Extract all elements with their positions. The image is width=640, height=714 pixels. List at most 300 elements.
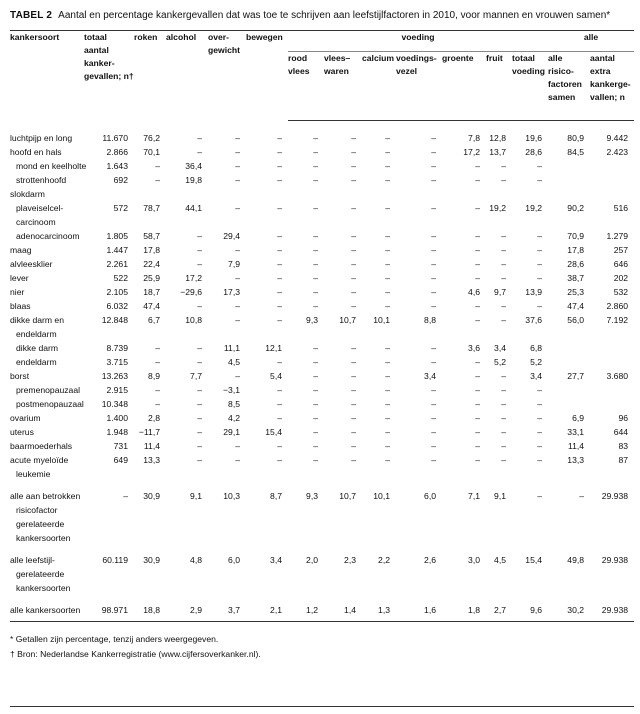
- table-cell: 1.805: [106, 231, 128, 241]
- table-cell: [548, 187, 590, 201]
- table-cell: –: [277, 259, 282, 269]
- table-cell: 15,4: [525, 555, 543, 565]
- table-cell: [324, 517, 362, 531]
- table-cell: –: [351, 385, 356, 395]
- table-cell: 37,6: [525, 315, 543, 325]
- table-cell: –: [431, 231, 436, 241]
- table-cell: 1.643: [106, 161, 128, 171]
- table-cell: 19,2: [525, 203, 543, 213]
- table-row: [10, 453, 634, 467]
- table-cell: –: [385, 371, 390, 381]
- table-cell: –: [235, 133, 240, 143]
- table-cell: [548, 567, 590, 581]
- table-cell: 70,9: [567, 231, 585, 241]
- table-cell: –: [313, 385, 318, 395]
- table-cell: [548, 397, 590, 411]
- table-cell: –: [277, 203, 282, 213]
- table-cell: –: [537, 399, 543, 409]
- row-label: uterus: [10, 427, 34, 437]
- table-cell: [246, 215, 288, 229]
- table-cell: –: [351, 371, 356, 381]
- table-row: [10, 131, 634, 145]
- table-cell: –: [431, 399, 436, 409]
- table-cell: –: [385, 231, 390, 241]
- table-cell: 8,7: [270, 491, 282, 501]
- table-cell: [134, 215, 166, 229]
- table-cell: [166, 531, 208, 545]
- table-row: [10, 439, 634, 453]
- table-row: [10, 545, 634, 567]
- table-cell: 10,7: [339, 315, 356, 325]
- table-cell: –: [351, 455, 356, 465]
- table-cell: –: [277, 301, 282, 311]
- table-cell: [208, 531, 246, 545]
- table-row: [10, 567, 634, 581]
- row-label: alle aan betrokken: [10, 491, 81, 501]
- table-cell: [166, 503, 208, 517]
- table-cell: –: [197, 301, 202, 311]
- table-cell: 1.948: [106, 427, 128, 437]
- table-cell: [288, 467, 324, 481]
- table-row: [10, 285, 634, 299]
- table-cell: –: [235, 315, 240, 325]
- table-cell: 38,7: [567, 273, 585, 283]
- table-cell: 9.442: [606, 133, 629, 143]
- table-cell: 29.938: [601, 491, 629, 501]
- table-cell: [548, 355, 590, 369]
- table-cell: –: [475, 413, 480, 423]
- table-cell: –: [313, 441, 318, 451]
- table-cell: [548, 517, 590, 531]
- table-cell: [442, 467, 486, 481]
- table-cell: –: [313, 357, 318, 367]
- table-cell: –: [475, 315, 480, 325]
- table-cell: –: [197, 147, 202, 157]
- table-cell: 10,8: [185, 315, 202, 325]
- table-cell: [486, 187, 512, 201]
- table-cell: 17,2: [185, 273, 202, 283]
- table-cell: –: [351, 399, 356, 409]
- table-cell: 2.261: [106, 259, 128, 269]
- table-cell: 19,6: [525, 133, 543, 143]
- table-cell: 1,8: [442, 595, 486, 622]
- table-cell: –: [313, 343, 318, 353]
- table-cell: 30,9: [143, 491, 160, 501]
- table-cell: 11,4: [143, 441, 160, 451]
- table-cell: –: [351, 133, 356, 143]
- table-cell: [288, 327, 324, 341]
- table-cell: 11,1: [223, 343, 240, 353]
- table-cell: 13,9: [525, 287, 543, 297]
- table-cell: 17,2: [463, 147, 480, 157]
- table-cell: [442, 581, 486, 595]
- table-cell: [396, 531, 442, 545]
- table-cell: –: [313, 259, 318, 269]
- table-cell: –: [501, 413, 506, 423]
- table-cell: –: [501, 175, 506, 185]
- table-cell: [548, 327, 590, 341]
- header-overgewicht: over-gewicht: [208, 32, 240, 55]
- table-cell: [590, 341, 634, 355]
- table-cell: –: [277, 175, 282, 185]
- table-cell: [512, 215, 548, 229]
- table-cell: –: [475, 231, 480, 241]
- header-groente: groente: [442, 52, 486, 121]
- table-cell: [512, 467, 548, 481]
- table-cell: 9,1: [494, 491, 506, 501]
- table-cell: [590, 159, 634, 173]
- table-cell: –: [431, 427, 436, 437]
- table-cell: [590, 355, 634, 369]
- table-cell: 83: [618, 441, 629, 451]
- table-cell: –: [277, 133, 282, 143]
- row-label: dikke darm: [16, 343, 59, 353]
- table-cell: 13,7: [489, 147, 506, 157]
- table-cell: –: [501, 245, 506, 255]
- table-cell: 4,5: [228, 357, 240, 367]
- table-cell: 2.860: [606, 301, 629, 311]
- table-cell: –: [277, 315, 282, 325]
- table-cell: –: [235, 203, 240, 213]
- table-row: [10, 517, 634, 531]
- table-cell: –: [475, 427, 480, 437]
- table-cell: 3,7: [208, 595, 246, 622]
- table-cell: 2.915: [106, 385, 128, 395]
- table-cell: –: [475, 455, 480, 465]
- table-cell: –: [385, 343, 390, 353]
- table-cell: –: [537, 175, 543, 185]
- table-row: [10, 467, 634, 481]
- table-cell: [548, 159, 590, 173]
- row-label: postmenopauzaal: [16, 399, 84, 409]
- table-cell: 28,6: [525, 147, 543, 157]
- table-cell: 6,8: [530, 343, 543, 353]
- table-row: [10, 425, 634, 439]
- header-totaal: totaal aantal kanker-gevallen; n†: [84, 32, 134, 81]
- footnotes: [10, 632, 634, 662]
- table-cell: 3,4: [494, 343, 506, 353]
- table-cell: –: [197, 441, 202, 451]
- table-cell: 29,4: [223, 231, 240, 241]
- table-cell: –: [385, 385, 390, 395]
- table-cell: −29,6: [180, 287, 202, 297]
- table-cell: [362, 567, 396, 581]
- table-cell: –: [385, 147, 390, 157]
- table-cell: 1.279: [606, 231, 629, 241]
- table-cell: –: [235, 245, 240, 255]
- table-cell: –: [155, 399, 160, 409]
- row-label: carcinoom: [16, 217, 56, 227]
- row-label: kankersoorten: [16, 583, 71, 593]
- table-cell: 1,2: [288, 595, 324, 622]
- table-cell: –: [351, 287, 356, 297]
- table-cell: –: [235, 161, 240, 171]
- table-body: [10, 131, 634, 622]
- table-cell: [134, 531, 166, 545]
- table-cell: –: [197, 133, 202, 143]
- row-label: ovarium: [10, 413, 41, 423]
- table-cell: –: [277, 161, 282, 171]
- table-row: [10, 327, 634, 341]
- table-cell: –: [351, 259, 356, 269]
- table-cell: –: [537, 427, 543, 437]
- table-cell: –: [277, 245, 282, 255]
- table-cell: 2,9: [166, 595, 208, 622]
- table-cell: 12.848: [101, 315, 128, 325]
- table-cell: 3,4: [270, 555, 282, 565]
- table-cell: –: [277, 357, 282, 367]
- table-cell: 12,8: [489, 133, 506, 143]
- table-cell: 36,4: [185, 161, 202, 171]
- table-cell: 13,3: [567, 455, 585, 465]
- table-cell: [166, 187, 208, 201]
- table-cell: 60.119: [102, 555, 128, 565]
- row-label: luchtpijp en long: [10, 133, 73, 143]
- table-cell: [362, 215, 396, 229]
- table-cell: [208, 567, 246, 581]
- table-cell: [246, 187, 288, 201]
- table-cell: [288, 517, 324, 531]
- table-cell: [590, 173, 634, 187]
- table-cell: –: [385, 161, 390, 171]
- header-calcium: calcium: [362, 52, 396, 121]
- table-cell: [512, 187, 548, 201]
- table-cell: 84,5: [567, 147, 585, 157]
- table-cell: 10,7: [339, 491, 356, 501]
- table-cell: –: [537, 273, 543, 283]
- table-cell: [590, 517, 634, 531]
- row-label: borst: [10, 371, 30, 381]
- table-cell: –: [475, 259, 480, 269]
- table-cell: –: [501, 301, 506, 311]
- table-cell: −3,1: [223, 385, 240, 395]
- table-cell: –: [313, 399, 318, 409]
- row-label: premenopauzaal: [16, 385, 81, 395]
- table-cell: [442, 327, 486, 341]
- table-cell: 96: [618, 413, 629, 423]
- table-cell: 8,5: [228, 399, 240, 409]
- table-row: [10, 397, 634, 411]
- table-cell: 1,6: [396, 595, 442, 622]
- table-cell: [208, 503, 246, 517]
- table-row: [10, 159, 634, 173]
- table-cell: –: [501, 315, 506, 325]
- table-cell: 3,4: [530, 371, 543, 381]
- table-cell: 29.938: [590, 595, 634, 622]
- table-cell: 17,3: [223, 287, 240, 297]
- table-cell: [486, 581, 512, 595]
- table-cell: –: [475, 203, 480, 213]
- table-row: [10, 411, 634, 425]
- table-cell: [396, 581, 442, 595]
- table-cell: –: [475, 245, 480, 255]
- row-label: nier: [10, 287, 25, 297]
- table-cell: 9,3: [306, 491, 318, 501]
- table-cell: 257: [613, 245, 629, 255]
- table-cell: 30,2: [548, 595, 590, 622]
- table-cell: 44,1: [185, 203, 202, 213]
- table-cell: –: [501, 441, 506, 451]
- table-cell: [246, 517, 288, 531]
- table-cell: 1.447: [106, 245, 128, 255]
- table-cell: [590, 215, 634, 229]
- table-row: [10, 257, 634, 271]
- table-cell: 1,3: [362, 595, 396, 622]
- table-cell: –: [277, 231, 282, 241]
- table-row: [10, 271, 634, 285]
- table-cell: 2,8: [148, 413, 160, 423]
- table-cell: [324, 581, 362, 595]
- table-cell: [548, 215, 590, 229]
- table-cell: –: [197, 245, 202, 255]
- row-label: baarmoederhals: [10, 441, 73, 451]
- table-cell: –: [537, 385, 543, 395]
- row-label: risicofactor: [16, 505, 58, 515]
- table-cell: 6,0: [228, 555, 240, 565]
- table-cell: [208, 581, 246, 595]
- table-cell: –: [501, 385, 506, 395]
- footnote-source: † Bron: Nederlandse Kankerregistratie (www.cijfersoverkanker.nl).: [10, 649, 261, 659]
- table-cell: –: [431, 161, 436, 171]
- table-cell: [590, 581, 634, 595]
- table-cell: 17,8: [567, 245, 585, 255]
- table-cell: 12,1: [265, 343, 282, 353]
- table-cell: –: [351, 343, 356, 353]
- table-cell: [134, 467, 166, 481]
- table-cell: –: [501, 273, 506, 283]
- table-cell: –: [197, 385, 202, 395]
- table-cell: 58,7: [143, 231, 160, 241]
- table-cell: [134, 503, 166, 517]
- table-cell: –: [277, 147, 282, 157]
- table-row: [10, 503, 634, 517]
- table-cell: [590, 567, 634, 581]
- table-cell: –: [385, 273, 390, 283]
- table-cell: –: [313, 427, 318, 437]
- table-row: [10, 481, 634, 503]
- table-cell: [486, 215, 512, 229]
- header-fruit: fruit: [486, 52, 512, 121]
- table-cell: 731: [113, 441, 128, 451]
- table-cell: [208, 327, 246, 341]
- table-cell: [288, 215, 324, 229]
- table-cell: –: [277, 413, 282, 423]
- table-cell: 3,0: [468, 555, 480, 565]
- table-row: [10, 355, 634, 369]
- table-cell: –: [235, 441, 240, 451]
- table-cell: [362, 581, 396, 595]
- table-cell: [486, 327, 512, 341]
- table-cell: [512, 531, 548, 545]
- table-cell: [134, 187, 166, 201]
- table-cell: [548, 173, 590, 187]
- table-cell: –: [475, 399, 480, 409]
- table-cell: [362, 327, 396, 341]
- table-cell: –: [313, 455, 318, 465]
- table-cell: 22,4: [143, 259, 160, 269]
- table-cell: 90,2: [567, 203, 585, 213]
- table-cell: [590, 327, 634, 341]
- table-cell: –: [431, 133, 436, 143]
- table-cell: –: [197, 259, 202, 269]
- header-voedingsvezel: voedings-vezel: [396, 52, 442, 121]
- table-cell: 11.670: [102, 133, 128, 143]
- table-cell: –: [123, 491, 128, 501]
- table-cell: 76,2: [143, 133, 160, 143]
- table-cell: 11,4: [567, 441, 585, 451]
- table-cell: 3.680: [606, 371, 629, 381]
- table-cell: –: [385, 175, 390, 185]
- table-cell: 6.032: [106, 301, 128, 311]
- table-cell: [246, 567, 288, 581]
- table-cell: –: [431, 343, 436, 353]
- table-cell: –: [155, 343, 160, 353]
- table-cell: 19,2: [489, 203, 506, 213]
- table-cell: –: [277, 273, 282, 283]
- table-cell: –: [385, 133, 390, 143]
- table-cell: 644: [613, 427, 629, 437]
- table-row: [10, 299, 634, 313]
- table-cell: 7,9: [228, 259, 240, 269]
- table-cell: [548, 341, 590, 355]
- table-cell: 2.866: [106, 147, 128, 157]
- table-cell: 8,9: [148, 371, 160, 381]
- table-cell: [324, 531, 362, 545]
- table-cell: [208, 187, 246, 201]
- table-cell: 9,7: [494, 287, 506, 297]
- table-cell: –: [313, 203, 318, 213]
- table-cell: –: [475, 175, 480, 185]
- table-cell: [512, 567, 548, 581]
- table-cell: 2,1: [246, 595, 288, 622]
- table-cell: [84, 187, 134, 201]
- table-title: Aantal en percentage kankergevallen dat was toe te schrijven aan leefstijlfactoren in 2010, voor mannen en vrouwen samen*: [58, 9, 611, 21]
- table-cell: [288, 187, 324, 201]
- table-cell: –: [155, 385, 160, 395]
- table-cell: –: [431, 245, 436, 255]
- table-cell: –: [385, 399, 390, 409]
- table-cell: –: [351, 147, 356, 157]
- table-cell: [548, 531, 590, 545]
- table-cell: –: [475, 371, 480, 381]
- table-cell: –: [197, 357, 202, 367]
- table-cell: 2,6: [424, 555, 436, 565]
- table-cell: –: [431, 203, 436, 213]
- table-cell: [590, 187, 634, 201]
- table-cell: [442, 517, 486, 531]
- table-cell: [590, 531, 634, 545]
- table-cell: –: [313, 371, 318, 381]
- table-row: [10, 341, 634, 355]
- table-cell: [396, 567, 442, 581]
- table-cell: [324, 567, 362, 581]
- table-cell: [288, 531, 324, 545]
- table-cell: –: [313, 287, 318, 297]
- table-cell: –: [155, 161, 160, 171]
- table-cell: –: [537, 245, 543, 255]
- row-label: gerelateerde: [16, 519, 65, 529]
- table-cell: [246, 467, 288, 481]
- table-cell: [442, 567, 486, 581]
- table-cell: –: [537, 441, 543, 451]
- table-row: [10, 595, 634, 622]
- table-cell: –: [313, 133, 318, 143]
- table-cell: 2.423: [606, 147, 629, 157]
- table-cell: –: [351, 441, 356, 451]
- table-cell: [396, 187, 442, 201]
- table-cell: –: [351, 203, 356, 213]
- table-cell: –: [431, 413, 436, 423]
